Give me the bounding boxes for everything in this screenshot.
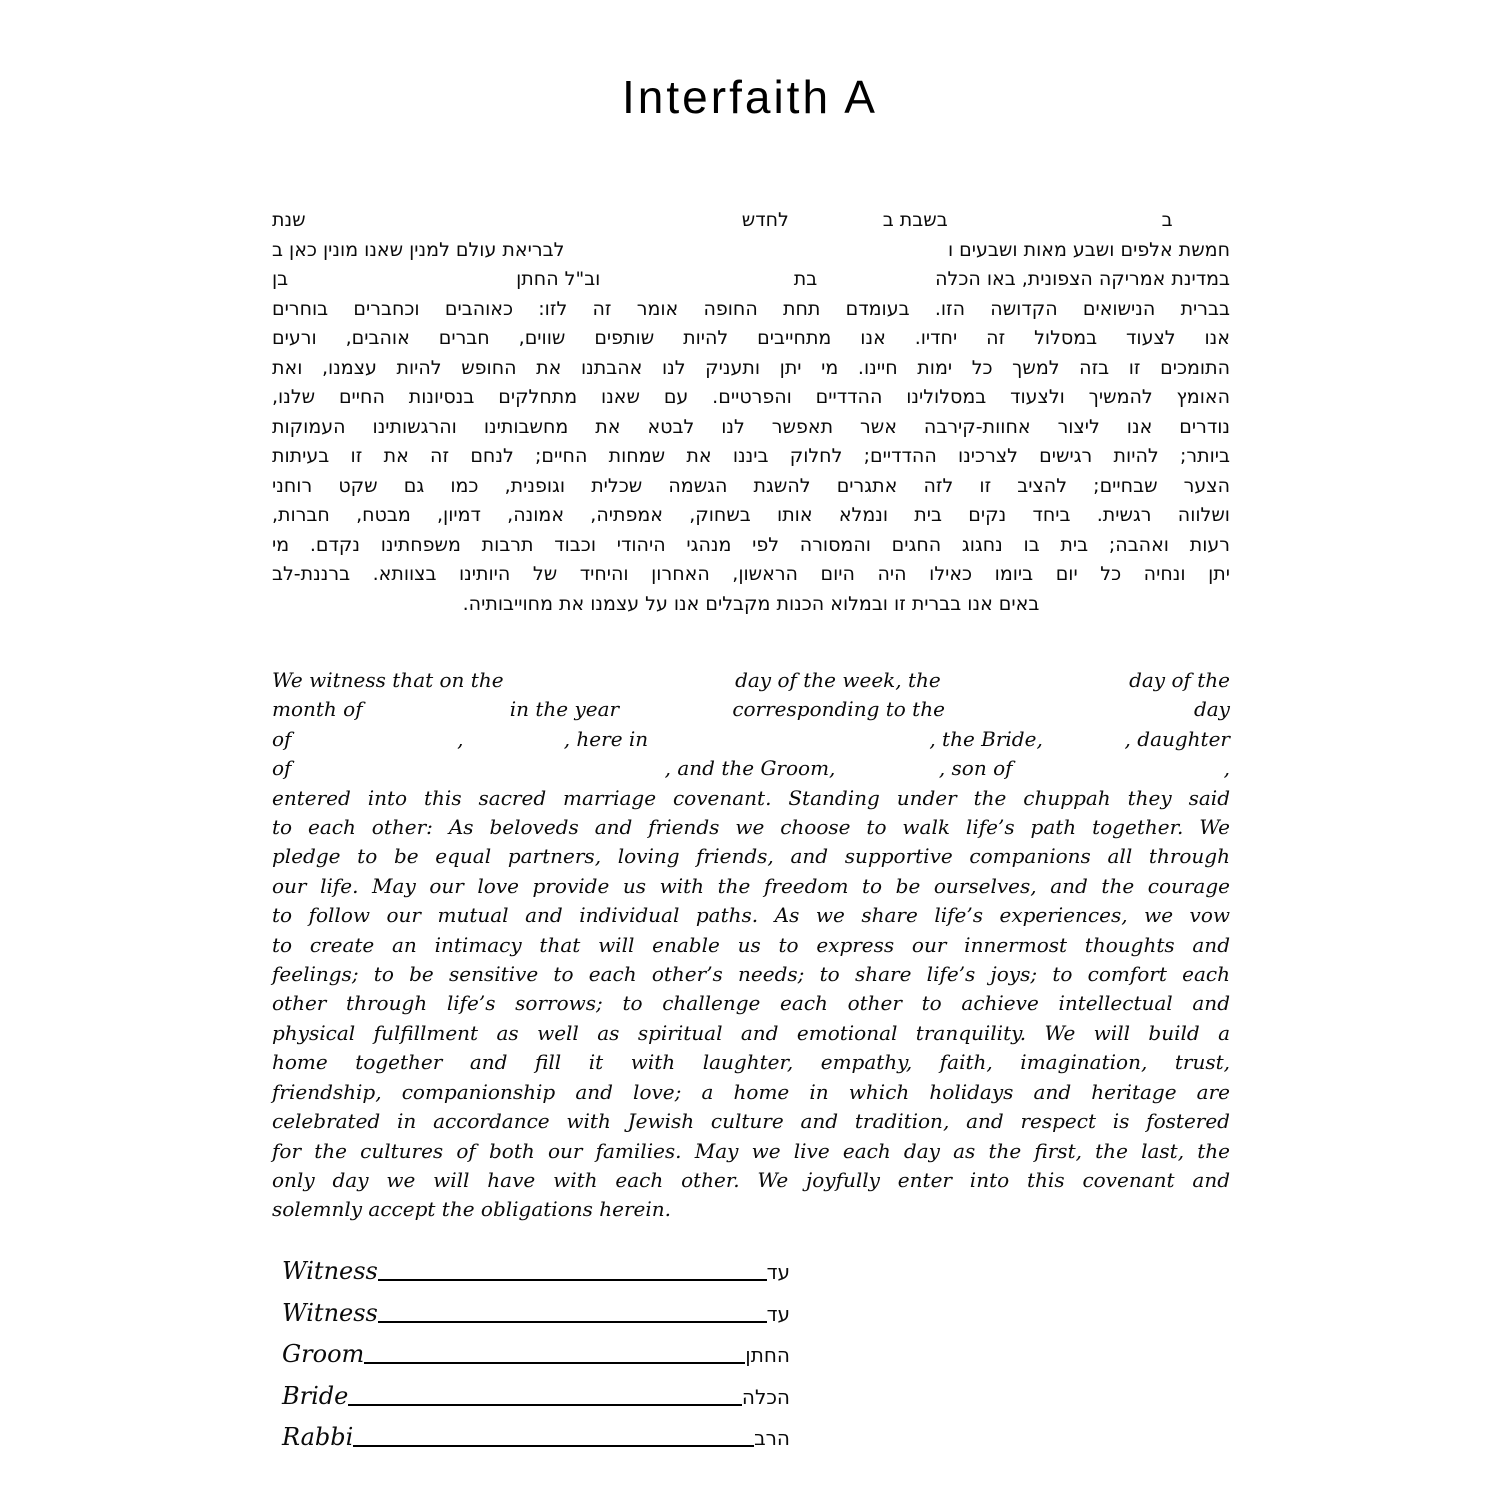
hebrew-line [272, 236, 1230, 266]
signature-label: Groom [282, 1340, 365, 1368]
hebrew-field-text: וב"ל החתן [516, 268, 601, 290]
english-field-text: , daughter [1124, 726, 1230, 751]
hebrew-text-block [272, 206, 1230, 619]
signature-label: Witness [282, 1298, 378, 1327]
signature-hebrew-label: הכלה [741, 1384, 790, 1409]
english-field-text: , here in [563, 726, 649, 751]
hebrew-line: האומץ להמשיך ולצעוד במסלולינו ההדדיים והפרטיים. עם שאנו מתחלקים בנסיונות החיים שלנו, [272, 386, 1230, 408]
english-line [272, 666, 1230, 695]
english-line [272, 695, 1230, 724]
signature-row-bride-4 [282, 1381, 790, 1408]
signature-row-groom-3 [282, 1339, 790, 1366]
signature-line [378, 1321, 767, 1323]
english-line: for the cultures of both our families. May we live each day as the first, the last, the [272, 1138, 1230, 1163]
english-field-text: corresponding to the [732, 697, 945, 722]
hebrew-field-text: בן [272, 268, 289, 290]
hebrew-line: רעות ואהבה; בית בו נחגוג החגים והמסורה לפי מנהגי היהודי וכבוד תרבות משפחתינו נקדם. מי [272, 533, 1230, 556]
signature-row-witness-2 [282, 1298, 790, 1325]
english-field-text: , and the Groom, [664, 756, 836, 781]
english-field-text: of [272, 756, 292, 781]
hebrew-line [272, 206, 1230, 236]
english-line: to each other: As beloveds and friends we choose to walk life’s path together. We [272, 815, 1230, 840]
hebrew-line: ושלווה רגשית. ביחד נקים בית ונמלא אותו בשחוק, אמפתיה, אמונה, דמיון, מבטח, חברות, [272, 504, 1230, 526]
english-field-text: , the Bride, [929, 726, 1043, 751]
hebrew-line [272, 265, 1230, 295]
hebrew-line: בברית הנישואים הקדושה הזו. בעומדם תחת החופה אומר זה לזו: כאוהבים וכחברים בוחרים [272, 297, 1230, 320]
hebrew-field-text: בת [793, 268, 818, 290]
english-field-text: , [1223, 756, 1230, 781]
signature-line [378, 1279, 767, 1281]
hebrew-line: התומכים זו בזה למשך כל ימות חיינו. מי יתן ותעניק לנו אהבתנו את החופש להיות עצמנו, ואת [272, 356, 1230, 379]
english-field-text: We witness that on the [272, 668, 504, 692]
document-title: Interfaith A [622, 71, 878, 123]
english-field-text: day [1193, 697, 1230, 722]
english-line [272, 754, 1230, 783]
english-line: home together and fill it with laughter, empathy, faith, imagination, trust, [272, 1050, 1230, 1075]
hebrew-line: אנו לצעוד במסלול זה יחדיו. אנו מתחייבים להיות שותפים שווים, חברים אוהבים, ורעים [272, 327, 1230, 349]
signature-hebrew-label: הרב [754, 1426, 790, 1450]
english-field-text: of [272, 726, 292, 751]
hebrew-field-text: במדינת אמריקה הצפונית, באו הכלה [935, 268, 1230, 290]
english-line: other through life’s sorrows; to challenge each other to achieve intellectual and [272, 991, 1230, 1016]
english-line: friendship, companionship and love; a home in which holidays and heritage are [272, 1079, 1230, 1104]
english-line: celebrated in accordance with Jewish culture and tradition, and respect is fostered [272, 1109, 1230, 1134]
signature-hebrew-label: החתן [745, 1343, 790, 1367]
hebrew-line: ביותר; להיות רגישים לצרכינו ההדדיים; לחלוק ביננו את שמחות החיים; לנחם זה את זו בעיתות [272, 445, 1230, 467]
english-line: to create an intimacy that will enable us to express our innermost thoughts and [272, 932, 1230, 957]
signature-section [282, 1256, 790, 1464]
english-line: entered into this sacred marriage covenant. Standing under the chuppah they said [272, 785, 1230, 810]
english-field-text: month of [272, 697, 363, 722]
english-field-text: day of the week, the [735, 668, 941, 692]
signature-row-rabbi-5 [282, 1422, 790, 1449]
signature-label: Bride [282, 1381, 349, 1410]
signature-line [348, 1404, 742, 1406]
hebrew-field-text: שנת [272, 209, 306, 231]
signature-line [353, 1445, 754, 1447]
hebrew-field-text: חמשת אלפים ושבע מאות ושבעים ו [947, 238, 1230, 261]
hebrew-field-text: לבריאת עולם למנין שאנו מונין כאן ב [272, 238, 565, 261]
english-line [272, 725, 1230, 754]
english-line: our life. May our love provide us with the freedom to be ourselves, and the courage [272, 873, 1230, 898]
signature-label: Rabbi [282, 1423, 354, 1451]
hebrew-line: באים אנו בברית זו ובמלוא הכנות מקבלים אנו על עצמנו את מחוייבותיה. [462, 592, 1040, 615]
signature-row-witness-1 [282, 1256, 790, 1283]
english-line: to follow our mutual and individual paths. As we share life’s experiences, we vow [272, 903, 1230, 928]
signature-hebrew-label: עד [766, 1301, 790, 1326]
hebrew-line: הצער שבחיים; להציב זו לזה אתגרים להשגת הגשמה שכלית וגופנית, כמו גם שקט רוחני [272, 474, 1230, 497]
hebrew-field-text: לחדש [741, 209, 789, 231]
english-line: solemnly accept the obligations herein. [272, 1197, 671, 1222]
hebrew-field-text: ב [1161, 209, 1173, 231]
english-field-text: in the year [509, 697, 620, 722]
signature-hebrew-label: עד [766, 1260, 790, 1284]
english-field-text: day of the [1129, 668, 1230, 692]
english-line: only day we will have with each other. We joyfully enter into this covenant and [272, 1167, 1230, 1192]
english-field-text: , son of [938, 756, 1013, 781]
hebrew-line: יתן ונחיה כל יום ביומו כאילו היה היום הראשון, האחרון והיחיד של היותינו בצוותא. ברננת-לב [272, 563, 1230, 585]
english-text-block [272, 666, 1230, 1225]
english-line: feelings; to be sensitive to each other’s needs; to share life’s joys; to comfort each [272, 962, 1230, 987]
hebrew-field-text: בשבת ב [882, 209, 948, 231]
english-line: physical fulfillment as well as spiritual and emotional tranquility. We will build a [272, 1020, 1230, 1045]
english-line: pledge to be equal partners, loving friends, and supportive companions all through [272, 844, 1230, 869]
english-field-text: , [457, 726, 464, 751]
signature-label: Witness [282, 1257, 378, 1285]
signature-line [364, 1362, 745, 1364]
hebrew-line: נודרים אנו ליצור אחוות-קירבה אשר תאפשר לנו לבטא את מחשבותינו והרגשותינו העמוקות [272, 415, 1230, 438]
